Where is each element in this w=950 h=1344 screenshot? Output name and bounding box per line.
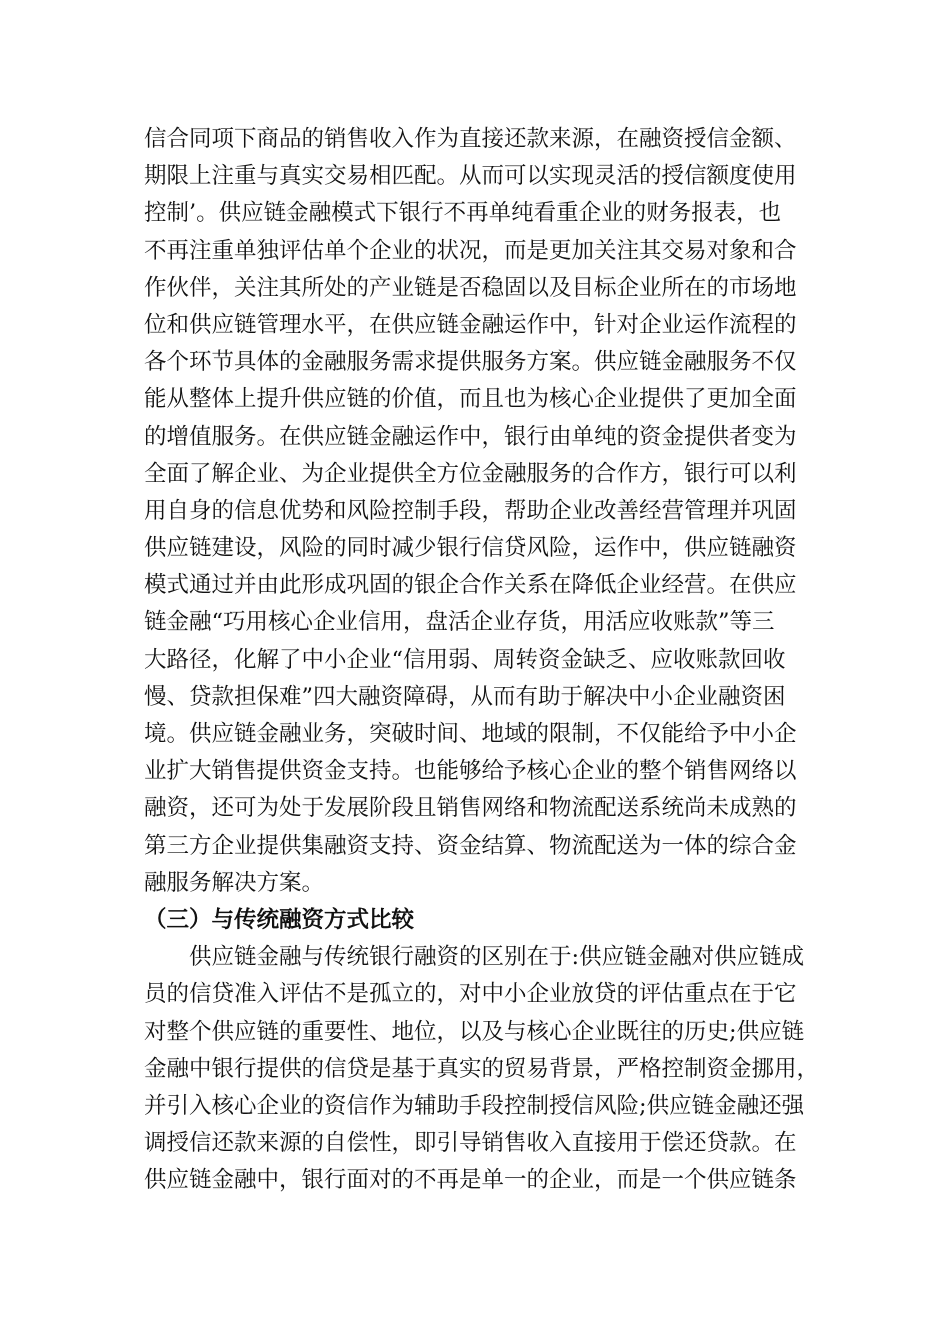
text-line: 调授信还款来源的自偿性，即引导销售收入直接用于偿还贷款。在 — [144, 1130, 797, 1157]
text-line: 模式通过并由此形成巩固的银企合作关系在降低企业经营。在供应 — [144, 572, 797, 599]
paragraph-1 — [144, 121, 844, 902]
document-body — [144, 121, 844, 1199]
text-line: 能从整体上提升供应链的价值，而且也为核心企业提供了更加全面 — [144, 386, 797, 413]
text-line: 大路径，化解了中小企业“信用弱、周转资金缺乏、应收账款回收 — [144, 646, 786, 673]
text-line: 供应链建设，风险的同时减少银行信贷风险，运作中，供应链融资 — [144, 535, 797, 562]
text-line: 金融中银行提供的信贷是基于真实的贸易背景，严格控制资金挪用， — [144, 1055, 820, 1082]
text-line: 期限上注重与真实交易相匹配。从而可以实现灵活的授信额度使用 — [144, 163, 797, 190]
text-line: 位和供应链管理水平，在供应链金融运作中，针对企业运作流程的 — [144, 311, 797, 338]
text-line: 链金融“巧用核心企业信用，盘活企业存货，用活应收账款”等三 — [144, 609, 775, 636]
paragraph-2 — [144, 939, 844, 1199]
text-line: 全面了解企业、为企业提供全方位金融服务的合作方，银行可以利 — [144, 460, 797, 487]
text-line: 境。供应链金融业务，突破时间、地域的限制，不仅能给予中小企 — [144, 721, 797, 747]
text-line: 信合同项下商品的销售收入作为直接还款来源，在融资授信金额、 — [144, 126, 797, 152]
text-line: 慢、贷款担保难”四大融资障碍，从而有助于解决中小企业融资困 — [144, 683, 786, 710]
text-line: 员的信贷准入评估不是孤立的，对中小企业放贷的评估重点在于它 — [144, 981, 797, 1008]
text-line: 第三方企业提供集融资支持、资金结算、物流配送为一体的综合金 — [144, 832, 797, 859]
text-line: 不再注重单独评估单个企业的状况，而是更加关注其交易对象和合 — [144, 237, 797, 264]
text-line: 各个环节具体的金融服务需求提供服务方案。供应链金融服务不仅 — [144, 349, 797, 376]
text-line: 作伙伴，关注其所处的产业链是否稳固以及目标企业所在的市场地 — [144, 274, 797, 301]
text-line: 的增值服务。在供应链金融运作中，银行由单纯的资金提供者变为 — [144, 423, 797, 450]
text-line: 业扩大销售提供资金支持。也能够给予核心企业的整个销售网络以 — [144, 758, 797, 785]
text-line: 用自身的信息优势和风险控制手段，帮助企业改善经营管理并巩固 — [144, 497, 797, 524]
text-line: 对整个供应链的重要性、地位，以及与核心企业既往的历史;供应链 — [144, 1018, 805, 1045]
section-heading: （三）与传统融资方式比较 — [144, 906, 415, 933]
text-line: 融资，还可为处于发展阶段且销售网络和物流配送系统尚未成熟的 — [144, 795, 797, 822]
text-line: 并引入核心企业的资信作为辅助手段控制授信风险;供应链金融还强 — [144, 1092, 805, 1119]
text-line: 融服务解决方案。 — [144, 869, 325, 896]
text-line: 供应链金融中，银行面对的不再是单一的企业，而是一个供应链条 — [144, 1167, 797, 1194]
text-line: 供应链金融与传统银行融资的区别在于:供应链金融对供应链成 — [189, 944, 805, 971]
text-line: 控制’。供应链金融模式下银行不再单纯看重企业的财务报表，也 — [144, 200, 782, 227]
